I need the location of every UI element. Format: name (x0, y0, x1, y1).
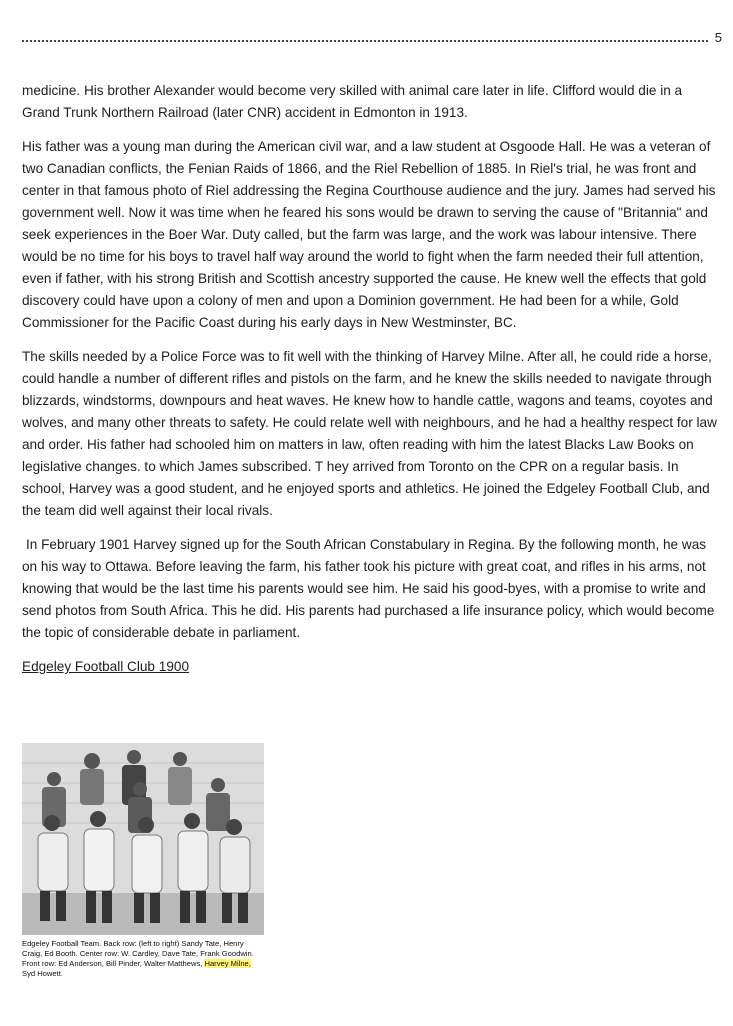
caption-text-end: Syd Howett. (22, 969, 63, 978)
dotted-rule (22, 40, 708, 42)
document-body (22, 80, 718, 690)
photo-title: Edgeley Football Club 1900 (22, 659, 190, 674)
paragraph-4: In February 1901 Harvey signed up for the South African Constabulary in Regina. By the following month, he was on his way to Ottawa. Before leaving the farm, his father took his picture with great coat, and rifles in his arms, not knowing that would be the last time his parents would see him. He said his good-byes, with a promise to write and send photos from South Africa. This he did. His parents had purchased a life insurance policy, which would become the topic of considerable debate in parliament. (22, 537, 715, 640)
team-photo (22, 743, 264, 935)
photo-caption (22, 939, 264, 979)
paragraph-2: His father was a young man during the American civil war, and a law student at Osgoode Hall. He was a veteran of two Canadian conflicts, the Fenian Raids of 1866, and the Riel Rebellion of 1885. In Riel's trial, he was front and center in that famous photo of Riel addressing the Regina Courthouse audience and the jury. James had served his government well. Now it was time when he feared his sons would be drawn to serving the cause of "Britannia" and seek experiences in the Boer War. Duty called, but the farm was large, and the work was labour intensive. There would be no time for his boys to travel half way around the world to fight when the farm needed their full attention, even if father, with his strong British and Scottish ancestry supported the cause. He knew well the effects that gold discovery could have upon a colony of men and upon a Dominion government. He had been for a while, Gold Commissioner for the Pacific Coast during his early days in New Westminster, BC. (22, 139, 716, 330)
caption-text: Edgeley Football Team. Back row: (left to right) Sandy Tate, Henry Craig, Ed Booth. Center row: W. Cardley, Dave Tate, Frank Goodwin. Front row: Ed Anderson, Bill Pinder, Walter Matthews, (22, 939, 254, 968)
team-photo-figure (22, 743, 264, 985)
team-photo-drawing (22, 743, 264, 935)
caption-highlight: Harvey Milne, (204, 959, 251, 968)
paragraph-3: The skills needed by a Police Force was to fit well with the thinking of Harvey Milne. After all, he could ride a horse, could handle a number of different rifles and pistols on the farm, and he knew the skills needed to navigate through blizzards, windstorms, downpours and heat waves. He knew how to handle cattle, wagons and teams, coyotes and wolves, and many other threats to safety. He could relate well with neighbours, and he had a healthy respect for law and order. His father had schooled him on matters in law, often reading with him the latest Blacks Law Books on legislative changes. to which James subscribed. T hey arrived from Toronto on the CPR on a regular basis. In school, Harvey was a good student, and he enjoyed sports and athletics. He joined the Edgeley Football Club, and the team did well against their local rivals. (22, 349, 717, 518)
paragraph-1: medicine. His brother Alexander would become very skilled with animal care later in life. Clifford would die in a Grand Trunk Northern Railroad (later CNR) accident in Edmonton in 1913. (22, 83, 683, 120)
page-number: 5 (714, 30, 722, 45)
page-header (22, 30, 722, 48)
